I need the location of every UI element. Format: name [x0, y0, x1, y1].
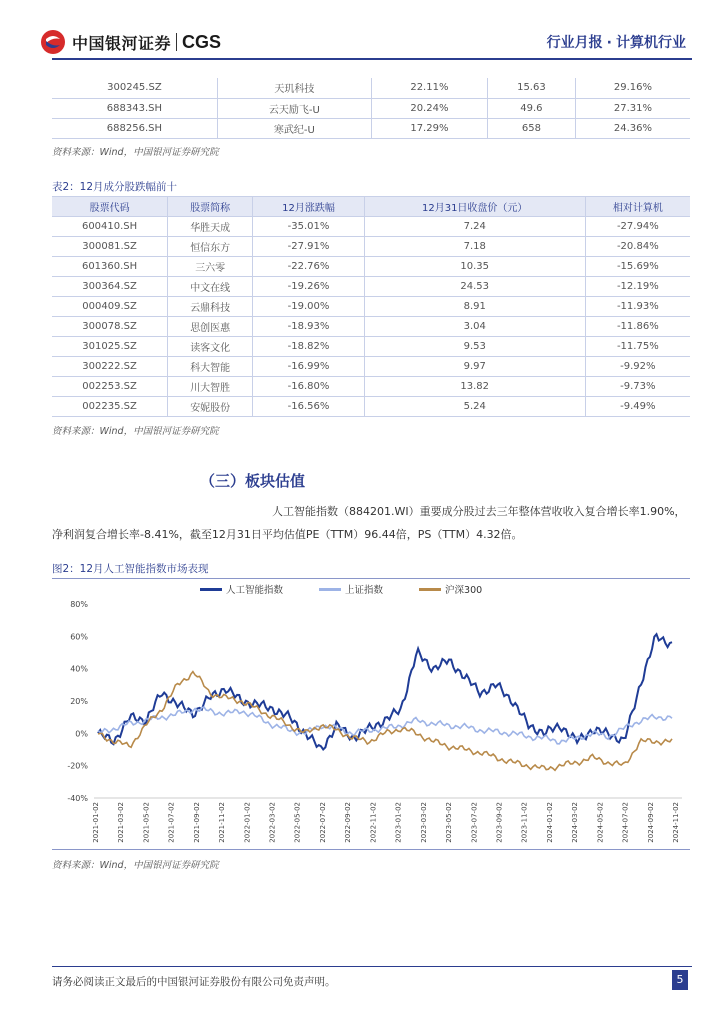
table-row: [52, 337, 690, 357]
table-row: [52, 397, 690, 417]
cell-relative: -11.93%: [585, 297, 690, 317]
column-header: 股票代码: [52, 197, 168, 217]
cell-change: -19.26%: [253, 277, 365, 297]
cell-change: -22.76%: [253, 257, 365, 277]
cell-close: 7.24: [364, 217, 585, 237]
footer-disclaimer: 请务必阅读正文最后的中国银河证券股份有限公司免责声明。: [52, 976, 336, 988]
cell-change: 17.29%: [371, 118, 487, 138]
section-title: （三）板块估值: [200, 472, 306, 490]
x-tick-label: 2022-01-02: [243, 802, 252, 843]
cell-code: 300245.SZ: [52, 78, 217, 98]
cell-relative: -15.69%: [585, 257, 690, 277]
table-row: [52, 98, 690, 118]
cell-code: 002235.SZ: [52, 397, 168, 417]
cell-change: -16.56%: [253, 397, 365, 417]
brand-logo: [40, 27, 240, 57]
column-header: 12月31日收盘价（元）: [364, 197, 585, 217]
brand-divider: [176, 33, 177, 51]
x-tick-label: 2024-03-02: [571, 802, 580, 843]
cell-close: 9.53: [364, 337, 585, 357]
table-header-row: [52, 197, 690, 217]
brand-name-en: CGS: [182, 31, 222, 52]
y-tick-label: -20%: [67, 761, 88, 771]
header-separator: ·: [606, 35, 612, 51]
cell-close: 24.53: [364, 277, 585, 297]
cell-close: 15.63: [487, 78, 575, 98]
cell-name: 寒武纪-U: [217, 118, 371, 138]
cell-relative: -11.86%: [585, 317, 690, 337]
cell-change: -18.93%: [253, 317, 365, 337]
cell-relative: -20.84%: [585, 237, 690, 257]
y-tick-label: -40%: [67, 794, 88, 803]
x-tick-label: 2024-11-02: [672, 802, 680, 843]
page-number: 5: [672, 970, 688, 990]
y-tick-label: 40%: [70, 664, 88, 674]
x-tick-label: 2023-11-02: [520, 802, 529, 843]
cell-close: 10.35: [364, 257, 585, 277]
table-row: [52, 78, 690, 98]
cell-relative: -9.49%: [585, 397, 690, 417]
cell-code: 300078.SZ: [52, 317, 168, 337]
cell-name: 川大智胜: [168, 377, 253, 397]
cell-code: 300364.SZ: [52, 277, 168, 297]
cell-name: 科大智能: [168, 357, 253, 377]
cell-relative: -9.92%: [585, 357, 690, 377]
cell-close: 3.04: [364, 317, 585, 337]
table-top-losers: [52, 196, 690, 417]
x-tick-label: 2021-01-02: [92, 802, 100, 843]
cell-change: 20.24%: [371, 98, 487, 118]
table-top-gainers-continued: [52, 78, 690, 139]
table-caption: 表2：12月成分股跌幅前十: [52, 179, 690, 197]
x-tick-label: 2021-03-02: [117, 802, 126, 843]
cell-relative: 29.16%: [575, 78, 690, 98]
cell-name: 安妮股份: [168, 397, 253, 417]
body-paragraph: 人工智能指数（884201.WI）重要成分股过去三年整体营收收入复合增长率1.90%，净利润复合增长率-8.41%，截至12月31日平均估值PE（TTM）96.44倍，PS（TTM）4.32倍。: [52, 505, 686, 541]
cell-code: 300081.SZ: [52, 237, 168, 257]
x-tick-label: 2022-03-02: [268, 802, 277, 843]
x-tick-label: 2023-09-02: [495, 802, 504, 843]
cell-code: 688256.SH: [52, 118, 217, 138]
cell-close: 658: [487, 118, 575, 138]
cell-relative: -27.94%: [585, 217, 690, 237]
cell-name: 恒信东方: [168, 237, 253, 257]
table-row: [52, 257, 690, 277]
x-tick-label: 2022-07-02: [318, 802, 327, 843]
cell-code: 000409.SZ: [52, 297, 168, 317]
cell-code: 600410.SH: [52, 217, 168, 237]
y-tick-label: 60%: [70, 632, 88, 642]
x-tick-label: 2022-05-02: [293, 802, 302, 843]
cell-relative: -11.75%: [585, 337, 690, 357]
table-row: [52, 377, 690, 397]
y-tick-label: 80%: [70, 600, 88, 609]
x-tick-label: 2024-07-02: [621, 802, 630, 843]
x-tick-label: 2022-09-02: [344, 802, 353, 843]
cell-change: -16.99%: [253, 357, 365, 377]
footer-rule: [52, 966, 692, 967]
page-header: [0, 0, 724, 58]
cell-change: -16.80%: [253, 377, 365, 397]
cell-relative: -9.73%: [585, 377, 690, 397]
cell-close: 13.82: [364, 377, 585, 397]
cell-change: -18.82%: [253, 337, 365, 357]
cell-code: 300222.SZ: [52, 357, 168, 377]
line-chart: [52, 578, 690, 850]
x-tick-label: 2023-07-02: [470, 802, 479, 843]
x-tick-label: 2023-03-02: [419, 802, 428, 843]
cell-name: 云鼎科技: [168, 297, 253, 317]
cell-change: -35.01%: [253, 217, 365, 237]
chart-container: [52, 578, 690, 850]
x-tick-label: 2021-07-02: [167, 802, 176, 843]
legend-label: 沪深300: [445, 585, 483, 596]
x-tick-label: 2022-11-02: [369, 802, 378, 843]
report-category: [547, 32, 686, 52]
table-row: [52, 118, 690, 138]
cell-code: 601360.SH: [52, 257, 168, 277]
cell-name: 云天励飞-U: [217, 98, 371, 118]
legend-label: 上证指数: [345, 585, 384, 596]
column-header: 12月涨跌幅: [253, 197, 365, 217]
x-tick-label: 2021-05-02: [142, 802, 151, 843]
legend-label: 人工智能指数: [226, 585, 284, 596]
cell-change: -19.00%: [253, 297, 365, 317]
source-note: 资料来源：Wind，中国银河证券研究院: [52, 426, 219, 437]
cell-name: 华胜天成: [168, 217, 253, 237]
cell-relative: 24.36%: [575, 118, 690, 138]
table-row: [52, 277, 690, 297]
x-tick-label: 2021-09-02: [192, 802, 201, 843]
cell-relative: 27.31%: [575, 98, 690, 118]
x-tick-label: 2024-01-02: [545, 802, 554, 843]
column-header: 股票简称: [168, 197, 253, 217]
report-type: 行业月报: [546, 35, 603, 51]
figure-caption: 图2：12月人工智能指数市场表现: [52, 561, 690, 579]
column-header: 相对计算机: [585, 197, 690, 217]
x-tick-label: 2021-11-02: [218, 802, 227, 843]
table-row: [52, 357, 690, 377]
cell-name: 思创医惠: [168, 317, 253, 337]
source-note: 资料来源：Wind，中国银河证券研究院: [52, 860, 219, 871]
cell-change: 22.11%: [371, 78, 487, 98]
x-tick-label: 2023-05-02: [445, 802, 454, 843]
header-rule: [52, 58, 692, 60]
x-tick-label: 2024-09-02: [646, 802, 655, 843]
table-row: [52, 297, 690, 317]
table-row: [52, 237, 690, 257]
y-tick-label: 0%: [75, 729, 88, 739]
y-tick-label: 20%: [70, 697, 88, 706]
cell-code: 301025.SZ: [52, 337, 168, 357]
cell-close: 8.91: [364, 297, 585, 317]
cell-relative: -12.19%: [585, 277, 690, 297]
brand-logo-icon: [40, 29, 66, 55]
table-row: [52, 217, 690, 237]
cell-close: 9.97: [364, 357, 585, 377]
cell-name: 天玑科技: [217, 78, 371, 98]
cell-code: 688343.SH: [52, 98, 217, 118]
cell-close: 7.18: [364, 237, 585, 257]
table-row: [52, 317, 690, 337]
industry-name: 计算机行业: [616, 35, 686, 51]
x-tick-label: 2024-05-02: [596, 802, 605, 843]
cell-change: -27.91%: [253, 237, 365, 257]
x-tick-label: 2023-01-02: [394, 802, 403, 843]
cell-close: 49.6: [487, 98, 575, 118]
cell-name: 中文在线: [168, 277, 253, 297]
source-note: 资料来源：Wind，中国银河证券研究院: [52, 147, 219, 158]
brand-name-cn: 中国银河证券: [72, 33, 172, 53]
cell-name: 三六零: [168, 257, 253, 277]
cell-code: 002253.SZ: [52, 377, 168, 397]
cell-name: 读客文化: [168, 337, 253, 357]
cell-close: 5.24: [364, 397, 585, 417]
